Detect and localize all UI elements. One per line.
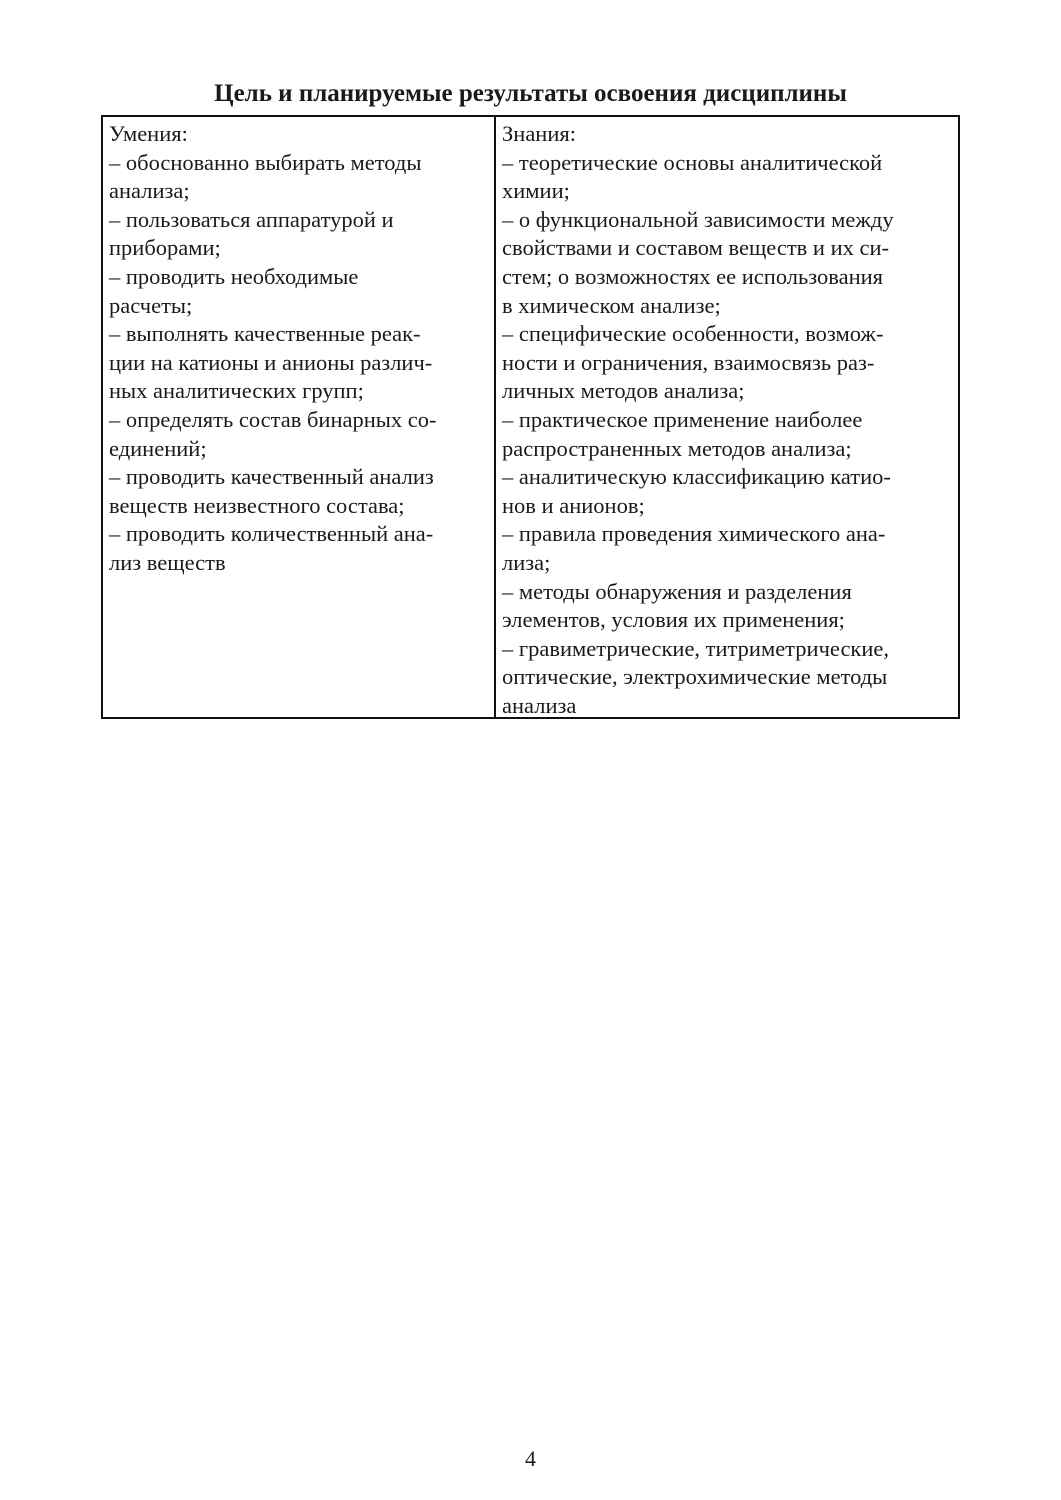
knowledge-line: – методы обнаружения и разделения <box>502 578 852 604</box>
knowledge-line: – специфические особенности, возмож- <box>502 321 884 347</box>
knowledge-line: – гравиметрические, титриметрические, <box>502 635 890 661</box>
skills-line: веществ неизвестного состава; <box>109 492 405 518</box>
knowledge-line: Знания: <box>502 121 576 146</box>
knowledge-line: ности и ограничения, взаимосвязь раз- <box>502 349 875 375</box>
skills-line: Умения: <box>109 121 188 146</box>
skills-line: – определять состав бинарных со- <box>109 406 437 432</box>
knowledge-line: оптические, электрохимические методы <box>502 664 888 690</box>
skills-column <box>103 117 496 717</box>
skills-line: – проводить необходимые <box>109 263 359 289</box>
skills-line: анализа; <box>109 178 190 204</box>
knowledge-line: личных методов анализа; <box>502 378 745 404</box>
skills-line: приборами; <box>109 235 221 261</box>
page-number: 4 <box>525 1446 536 1471</box>
skills-line: – обоснованно выбирать методы <box>109 149 422 175</box>
knowledge-line: химии; <box>502 178 570 204</box>
knowledge-line: – практическое применение наиболее <box>502 406 863 432</box>
skills-line: расчеты; <box>109 292 193 318</box>
skills-line: – выполнять качественные реак- <box>109 321 421 347</box>
skills-line: – пользоваться аппаратурой и <box>109 206 394 232</box>
knowledge-line: лиза; <box>502 549 551 575</box>
knowledge-line: стем; о возможностях ее использования <box>502 263 884 289</box>
page-title: Цель и планируемые результаты освоения дисциплины <box>214 80 847 107</box>
skills-line: – проводить количественный ана- <box>109 521 434 547</box>
knowledge-line: нов и анионов; <box>502 492 645 518</box>
knowledge-line: – о функциональной зависимости между <box>502 206 894 232</box>
knowledge-line: свойствами и составом веществ и их си- <box>502 235 890 261</box>
knowledge-line: анализа <box>502 692 577 718</box>
results-table <box>101 115 960 719</box>
skills-line: ных аналитических групп; <box>109 378 364 404</box>
knowledge-line: – правила проведения химического ана- <box>502 521 886 547</box>
skills-line: лиз веществ <box>109 549 226 575</box>
knowledge-column <box>496 117 958 717</box>
skills-line: единений; <box>109 435 207 461</box>
knowledge-line: – аналитическую классификацию катио- <box>502 464 891 490</box>
knowledge-line: – теоретические основы аналитической <box>502 149 883 175</box>
skills-line: – проводить качественный анализ <box>109 464 434 490</box>
knowledge-line: в химическом анализе; <box>502 292 721 318</box>
knowledge-line: элементов, условия их применения; <box>502 607 845 633</box>
skills-line: ции на катионы и анионы различ- <box>109 349 433 375</box>
knowledge-line: распространенных методов анализа; <box>502 435 852 461</box>
